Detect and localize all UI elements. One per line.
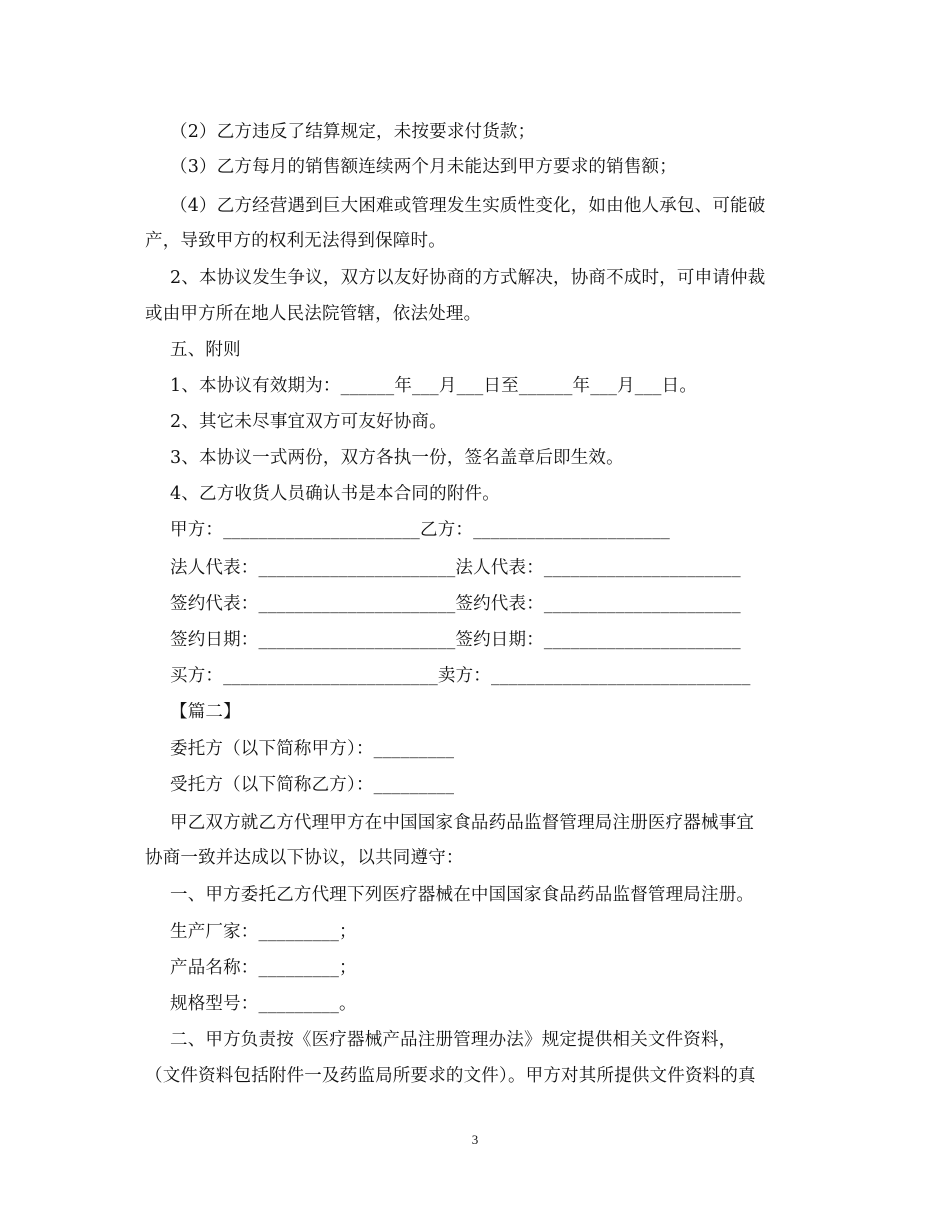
model-spec-field: 规格型号：_________。	[170, 994, 357, 1014]
clause-4-4-cont: 产，导致甲方的权利无法得到保障时。	[145, 231, 446, 251]
misc-clause-2: 2、其它未尽事宜双方可友好协商。	[170, 412, 447, 432]
preamble-cont: 协商一致并达成以下协议，以共同遵守：	[145, 848, 464, 868]
client-line: 委托方（以下简称甲方）：_________	[170, 739, 455, 759]
dispute-clause: 2、本协议发生争议，双方以友好协商的方式解决，协商不成时，可申请仲裁	[170, 268, 766, 288]
clause-4-2: （2）乙方违反了结算规定，未按要求付货款；	[170, 122, 536, 142]
clause-4-4: （4）乙方经营遇到巨大困难或管理发生实质性变化，如由他人承包、可能破	[170, 196, 766, 216]
dispute-clause-cont: 或由甲方所在地人民法院管辖，依法处理。	[145, 304, 482, 324]
preamble: 甲乙双方就乙方代理甲方在中国国家食品药品监督管理局注册医疗器械事宜	[170, 813, 755, 833]
misc-clause-4: 4、乙方收货人员确认书是本合同的附件。	[170, 484, 500, 504]
part-two-heading: 【篇二】	[170, 702, 241, 722]
signature-buyer-seller-line: 买方：________________________卖方：_____________________________	[170, 666, 751, 686]
page-number: 3	[471, 1132, 479, 1147]
article-2: 二、甲方负责按《医疗器械产品注册管理办法》规定提供相关文件资料，	[170, 1030, 737, 1050]
validity-clause: 1、本协议有效期为：______年___月___日至______年___月___日。	[170, 376, 698, 396]
article-2-cont: （文件资料包括附件一及药监局所要求的文件）。甲方对其所提供文件资料的真	[145, 1066, 756, 1086]
article-1: 一、甲方委托乙方代理下列医疗器械在中国国家食品药品监督管理局注册。	[170, 885, 755, 905]
product-name-field: 产品名称：_________；	[170, 958, 357, 978]
agent-line: 受托方（以下简称乙方）：_________	[170, 775, 455, 795]
clause-4-3: （3）乙方每月的销售额连续两个月未能达到甲方要求的销售额；	[170, 157, 677, 177]
signature-date-line: 签约日期：______________________签约日期：______________________	[170, 630, 741, 650]
signature-legal-rep-line: 法人代表：______________________法人代表：______________________	[170, 558, 741, 578]
signature-party-line: 甲方：______________________乙方：______________________	[170, 520, 670, 540]
section-heading-appendix: 五、附则	[170, 340, 241, 360]
manufacturer-field: 生产厂家：_________；	[170, 922, 357, 942]
misc-clause-3: 3、本协议一式两份，双方各执一份，签名盖章后即生效。	[170, 448, 624, 468]
signature-signer-line: 签约代表：______________________签约代表：______________________	[170, 594, 741, 614]
